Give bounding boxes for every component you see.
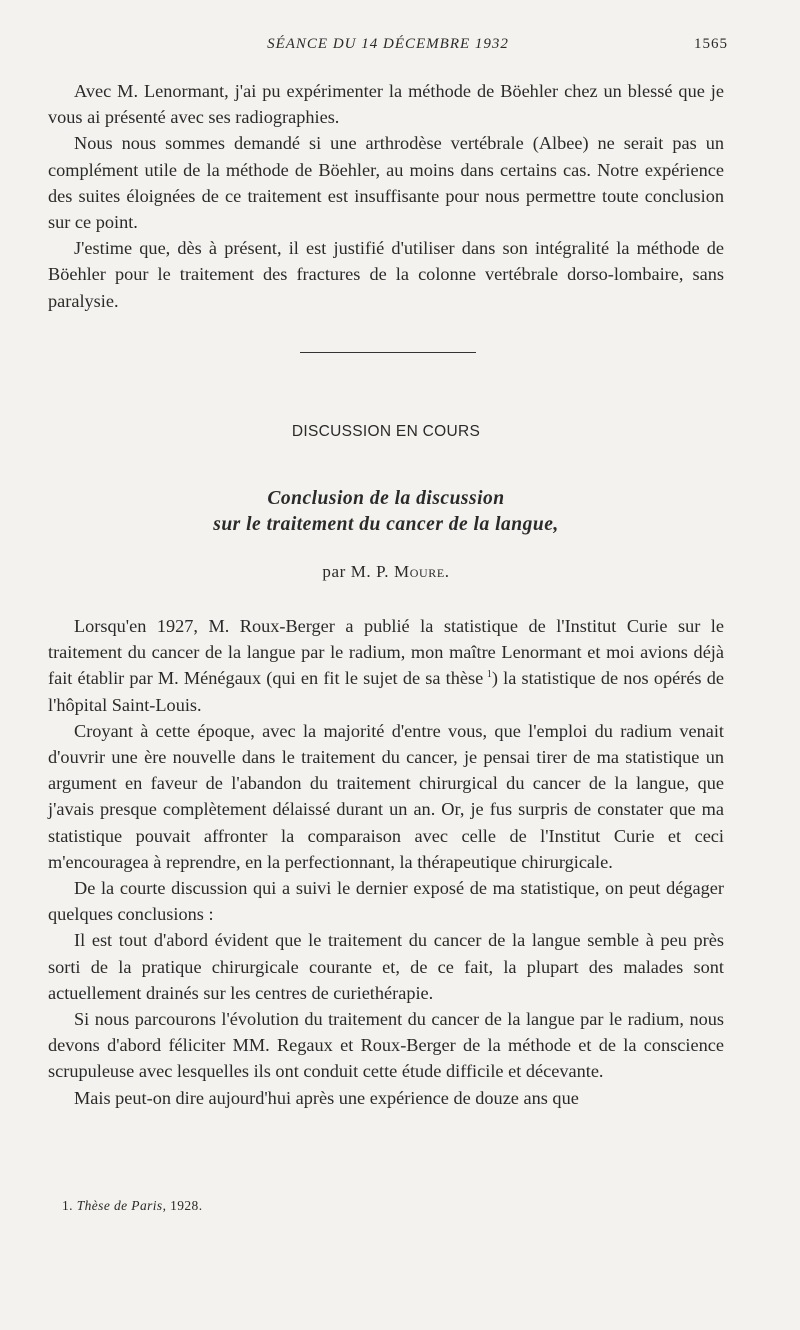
footnote-number: 1. bbox=[62, 1198, 73, 1213]
paragraph: Nous nous sommes demandé si une arthrodèse vertébrale (Albee) ne serait pas un complément utile de la méthode de Böehler, au moins dans certains cas. Notre expérience des suites éloignées de ce traitement est insuffisante pour nous permettre toute conclusion sur ce point. bbox=[48, 133, 724, 233]
article-title-line: sur le traitement du cancer de la langue, bbox=[213, 514, 559, 535]
article-title bbox=[48, 486, 724, 538]
paragraph-text: ) la statistique de nos opérés de l'hôpital Saint-Louis. bbox=[48, 668, 724, 715]
section-divider bbox=[300, 352, 476, 353]
paragraph: Avec M. Lenormant, j'ai pu expérimenter la méthode de Böehler chez un blessé que je vous ai présenté avec ses radiographies. bbox=[48, 81, 724, 128]
page-header bbox=[48, 36, 728, 60]
article-title-line: Conclusion de la discussion bbox=[267, 488, 505, 509]
paragraph: Si nous parcourons l'évolution du traitement du cancer de la langue par le radium, nous devons d'abord féliciter MM. Regaux et Roux-Berger de la méthode et de la conscience scrupuleuse avec lesquelles ils ont conduit cette étude difficile et décevante. bbox=[48, 1009, 724, 1082]
article-body bbox=[48, 613, 724, 1111]
paragraph bbox=[48, 613, 724, 718]
author-prefix: par bbox=[322, 562, 346, 581]
footnote-reference: 1 bbox=[486, 669, 492, 681]
paragraph-text: Lorsqu'en 1927, M. Roux-Berger a publié la statistique de l'Institut Curie sur le traitement du cancer de la langue par le radium, mon maître Lenormant et moi avions déjà fait établir par M. Ménégaux (qui en fit le sujet de sa thèse bbox=[48, 616, 724, 689]
author-name: M. P. Moure. bbox=[350, 562, 450, 581]
previous-discussion-text bbox=[48, 78, 724, 314]
page-number: 1565 bbox=[694, 36, 728, 52]
paragraph: Mais peut-on dire aujourd'hui après une expérience de douze ans que bbox=[74, 1087, 579, 1108]
running-title: SÉANCE DU 14 DÉCEMBRE 1932 bbox=[267, 36, 509, 52]
author-line bbox=[48, 562, 724, 582]
footnote-year: , 1928. bbox=[162, 1198, 203, 1213]
footnote-work: Thèse de Paris bbox=[76, 1198, 163, 1213]
footnote bbox=[62, 1198, 203, 1214]
section-heading: DISCUSSION EN COURS bbox=[291, 423, 481, 440]
paragraph: De la courte discussion qui a suivi le dernier exposé de ma statistique, on peut dégager quelques conclusions : bbox=[48, 878, 724, 925]
paragraph: J'estime que, dès à présent, il est justifié d'utiliser dans son intégralité la méthode de Böehler pour le traitement des fractures de la colonne vertébrale dorso-lombaire, sans paralysie. bbox=[48, 238, 724, 311]
paragraph: Il est tout d'abord évident que le traitement du cancer de la langue semble à peu près sorti de la pratique chirurgicale courante et, de ce fait, la plupart des malades sont actuellement drainés sur les centres de curiethérapie. bbox=[48, 930, 724, 1003]
paragraph: Croyant à cette époque, avec la majorité d'entre vous, que l'emploi du radium venait d'ouvrir une ère nouvelle dans le traitement du cancer, je pensai tirer de ma statistique un argument en faveur de l'abandon du traitement chirurgical du cancer de la langue, que j'avais presque complètement délaissé durant un an. Or, je fus surpris de constater que ma statistique pouvait affronter la comparaison avec celle de l'Institut Curie et ceci m'encouragea à reprendre, en la perfectionnant, la thérapeutique chirurgicale. bbox=[48, 720, 724, 872]
